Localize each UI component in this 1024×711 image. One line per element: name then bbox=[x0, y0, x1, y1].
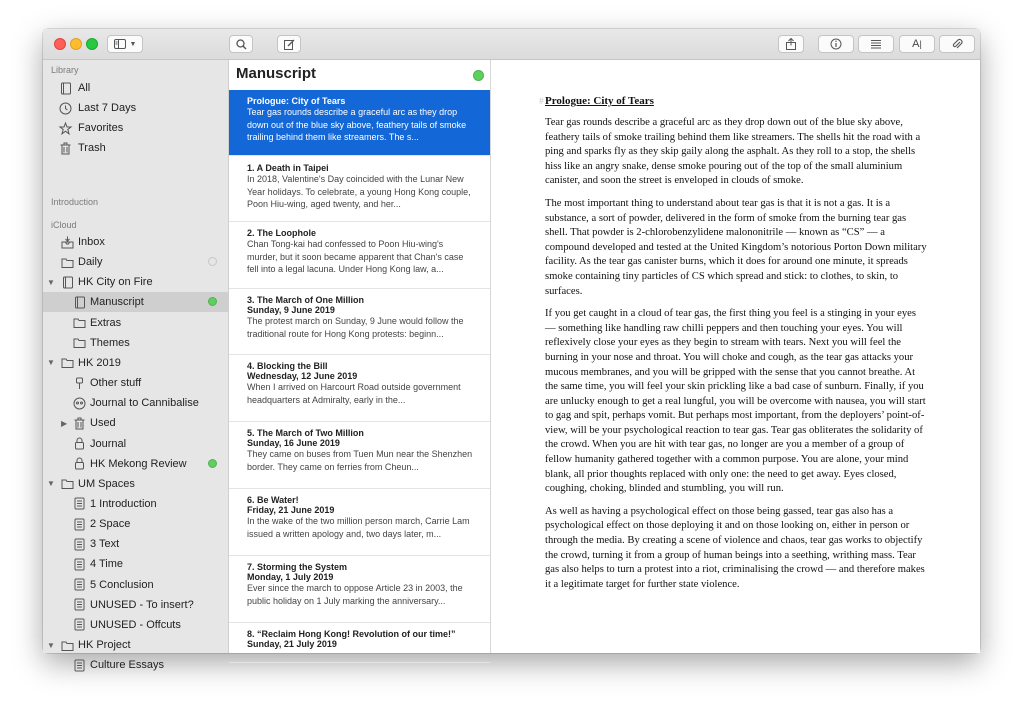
toolbar bbox=[43, 29, 980, 60]
note-date: Friday, 21 June 2019 bbox=[247, 505, 335, 515]
star-icon bbox=[57, 120, 73, 136]
sidebar-toggle-button[interactable] bbox=[107, 35, 143, 53]
sidebar-item-hk-2019[interactable] bbox=[43, 353, 228, 373]
pin-icon bbox=[71, 375, 87, 391]
note-title: 4. Blocking the Bill bbox=[247, 361, 328, 371]
sidebar-item-label: Used bbox=[90, 417, 116, 430]
note-list-item[interactable] bbox=[229, 355, 490, 422]
sidebar-item-label: 4 Time bbox=[90, 558, 124, 571]
notebook-icon bbox=[59, 274, 75, 290]
attach-button[interactable] bbox=[939, 35, 975, 53]
sidebar-item-culture-essays[interactable] bbox=[43, 655, 228, 675]
note-list-item[interactable] bbox=[229, 556, 490, 623]
folder-icon bbox=[59, 476, 75, 492]
sidebar-item-label: 1 Introduction bbox=[90, 497, 157, 510]
paragraph[interactable]: As well as having a psychological effect on those being gassed, tear gas also has a psychological effect on those deploying it and on those looking on, either in person or through the media. By creating a scene of violence and chaos, tear gas works to objectify the crowd, turning it from a group of human beings into a seething, writhing mass. Tear gas also helps to turn a protest into a riot, criminalising the crowd — and therefore makes it a legitimate target for further state violence. bbox=[545, 505, 925, 590]
disclosure-expanded-icon[interactable]: ▼ bbox=[47, 277, 55, 287]
sidebar-item-label: HK 2019 bbox=[78, 356, 121, 369]
note-preview: Chan Tong-kai had confessed to Poon Hiu-wing's murder, but it soon became apparent that Chan's case fell into a legal lacuna. Under Hong Kong law, a... bbox=[247, 239, 464, 274]
compose-icon bbox=[284, 39, 295, 50]
note-title: 2. The Loophole bbox=[247, 228, 316, 238]
status-dot bbox=[208, 297, 217, 306]
sidebar-item-label: Extras bbox=[90, 316, 122, 329]
note-date: Sunday, 21 July 2019 bbox=[247, 639, 337, 649]
sidebar-item-3-text[interactable] bbox=[43, 534, 228, 554]
note-title: 7. Storming the System bbox=[247, 562, 348, 572]
sidebar-item-label: UM Spaces bbox=[78, 477, 135, 490]
sidebar-item-label: HK City on Fire bbox=[78, 276, 153, 289]
sidebar-item-label: Themes bbox=[90, 336, 130, 349]
sidebar-item-inbox[interactable] bbox=[43, 232, 228, 252]
note-title: 8. “Reclaim Hong Kong! Revolution of our time!” bbox=[247, 629, 456, 639]
trash-icon bbox=[71, 415, 87, 431]
sidebar-item-other-stuff[interactable] bbox=[43, 373, 228, 393]
lock-icon bbox=[71, 456, 87, 472]
document-icon bbox=[71, 577, 87, 593]
sidebar-item-label: Journal bbox=[90, 437, 127, 450]
document-icon bbox=[71, 556, 87, 572]
document-body[interactable] bbox=[545, 116, 929, 600]
sidebar-item-4-time[interactable] bbox=[43, 554, 228, 574]
note-list-item[interactable] bbox=[229, 157, 490, 222]
note-list-item[interactable] bbox=[229, 489, 490, 556]
sidebar-item-trash[interactable] bbox=[43, 138, 228, 158]
sidebar-item-label: Trash bbox=[78, 142, 106, 154]
sidebar-item-label: Last 7 Days bbox=[78, 102, 137, 114]
info-icon bbox=[830, 38, 842, 50]
sidebar-item-label: All bbox=[78, 82, 91, 94]
sidebar-item-hk-project[interactable] bbox=[43, 635, 228, 655]
info-button[interactable] bbox=[818, 35, 854, 53]
status-dot bbox=[208, 257, 217, 266]
sidebar-item-daily[interactable] bbox=[43, 252, 228, 272]
clock-icon bbox=[57, 100, 73, 116]
paperclip-icon bbox=[951, 38, 963, 50]
paragraph[interactable]: If you get caught in a cloud of tear gas, the first thing you feel is a stinging in your eyes — something like handling raw chilli peppers and then touching your eyes. You will reflexively close your eyes as they begin to stream with tears. Next you will feel the burning in your nose and throat. You will choke and cough, as the tear gas attacks your mucous membranes, and you will be gripped with the sense that you cannot breathe. At the same time, you will feel your skin prickling like a bad case of sunburn. Finally, if you are unlucky enough to get a real lungful, you will be overcome with nausea, you will start to gag and spit, perhaps vomit. But perhaps most important, from the deployers’ point-of-view, will be your psychological reaction to tear gas. Tear gas obliterates the solidarity of the crowd. When you are hit with tear gas, no longer are you a member of a group of fellow humanity gathered together with a common purpose. You are alone, your mind blank, all prior thoughts replaced with only one: the need to get away. Eyes closed, coughing, choking, blinded and stumbling, you will run. bbox=[545, 308, 926, 495]
sidebar-item-1-introduction[interactable] bbox=[43, 494, 228, 514]
notebook-icon bbox=[57, 80, 73, 96]
note-preview: In the wake of the two million person march, Carrie Lam issued a written apology and, two days later, m... bbox=[247, 516, 470, 539]
note-title: Prologue: City of Tears bbox=[247, 96, 346, 106]
list-icon bbox=[870, 39, 882, 49]
note-preview: Tear gas rounds describe a graceful arc as they drop down out of the blue sky above, feathery tails of smoke trailing behind them like streamers. The s... bbox=[247, 107, 467, 142]
sidebar-item-favorites[interactable] bbox=[43, 118, 228, 138]
note-title: 3. The March of One Million bbox=[247, 295, 365, 305]
folder-icon bbox=[59, 254, 75, 270]
sidebar-item-um-spaces[interactable] bbox=[43, 474, 228, 494]
disclosure-collapsed-icon[interactable]: ▶ bbox=[61, 418, 68, 428]
paragraph[interactable]: The most important thing to understand about tear gas is that it is not a gas. It is a substance, a sort of powder, delivered in the form of smoke from the burning tear gas shell. That powder is 2-chlorobenzylidene malononitrile — known as “CS” — a compound developed and tested at the United Kingdom’s notorious Porton Down military facility. As the tear gas canister burns, which it does for around one minute, it spreads smoke containing tiny particles of CS which spread and stick: to clothes, to skin, to surfaces. bbox=[545, 197, 927, 297]
note-date: Wednesday, 12 June 2019 bbox=[247, 371, 358, 381]
disclosure-expanded-icon[interactable]: ▼ bbox=[47, 479, 55, 489]
note-preview: The protest march on Sunday, 9 June would follow the traditional route for Hong Kong protests: beginn... bbox=[247, 316, 464, 339]
status-dot bbox=[208, 459, 217, 468]
document-icon bbox=[71, 617, 87, 633]
close-window-button[interactable] bbox=[54, 38, 66, 50]
note-preview: Ever since the march to oppose Article 23 in 2003, the public holiday on 1 July marking the anniversary... bbox=[247, 583, 463, 606]
sidebar-item-label: Culture Essays bbox=[90, 659, 164, 672]
note-list bbox=[229, 60, 491, 653]
list-title: Manuscript bbox=[236, 65, 317, 82]
document-icon bbox=[71, 516, 87, 532]
sidebar-item-label: 3 Text bbox=[90, 538, 120, 551]
journal-icon bbox=[71, 395, 87, 411]
sidebar-item-all[interactable] bbox=[43, 78, 228, 98]
library-header: Library bbox=[51, 65, 79, 75]
new-note-button[interactable] bbox=[277, 35, 301, 53]
sidebar-item-5-conclusion[interactable] bbox=[43, 575, 228, 595]
introduction-header[interactable]: Introduction bbox=[51, 197, 99, 207]
sidebar-item-label: 2 Space bbox=[90, 518, 131, 531]
sidebar-item-label: HK Mekong Review bbox=[90, 457, 187, 470]
sidebar-item-label: UNUSED - To insert? bbox=[90, 598, 194, 611]
folder-icon bbox=[71, 335, 87, 351]
note-list-item[interactable] bbox=[229, 623, 490, 663]
chevron-down-icon: ▼ bbox=[129, 40, 137, 48]
folder-icon bbox=[59, 637, 75, 653]
document-icon bbox=[71, 597, 87, 613]
sidebar-item-label: HK Project bbox=[78, 639, 131, 651]
sidebar-item-last-7-days[interactable] bbox=[43, 98, 228, 118]
folder-icon bbox=[71, 315, 87, 331]
sidebar-item-label: Inbox bbox=[78, 236, 105, 248]
sidebar-item-label: Favorites bbox=[78, 122, 124, 134]
search-button[interactable] bbox=[229, 35, 253, 53]
sidebar-item-label: Other stuff bbox=[90, 377, 142, 390]
sidebar-item-hk-city-on-fire[interactable] bbox=[43, 272, 228, 292]
sidebar-item-label: UNUSED - Offcuts bbox=[90, 618, 181, 631]
note-preview: They came on buses from Tuen Mun near the Shenzhen border. They came on ferries from Cheun... bbox=[247, 449, 473, 472]
document-heading[interactable]: # Prologue: City of Tears bbox=[545, 95, 654, 107]
note-list-item[interactable] bbox=[229, 222, 490, 289]
sidebar-item-label: 5 Conclusion bbox=[90, 578, 154, 591]
zoom-window-button[interactable] bbox=[86, 38, 98, 50]
search-icon bbox=[236, 39, 247, 50]
sidebar-item-journal[interactable] bbox=[43, 434, 228, 454]
text-format-icon: A| bbox=[912, 38, 922, 50]
lock-icon bbox=[71, 436, 87, 452]
note-preview: When I arrived on Harcourt Road outside government headquarters at Admiralty, early in the... bbox=[247, 382, 461, 405]
sync-status-dot bbox=[473, 70, 484, 81]
paragraph[interactable]: Tear gas rounds describe a graceful arc as they drop down out of the blue sky above, feathery tails of smoke trailing behind them like streamers. The shells hit the road with a ping and sparks fly as they skip gaily along the asphalt. As they roll to a stop, the shells hiss like an angry snake, dense smoke pouring out of the top of the small aluminium canister, and soon the street is enveloped in clouds of smoke. bbox=[545, 117, 921, 187]
note-list-item[interactable] bbox=[229, 289, 490, 355]
sidebar-item-themes[interactable] bbox=[43, 333, 228, 353]
folder-icon bbox=[59, 355, 75, 371]
sidebar-item-2-space[interactable] bbox=[43, 514, 228, 534]
sidebar-icon bbox=[114, 39, 126, 49]
sidebar-item-manuscript[interactable] bbox=[43, 292, 228, 312]
note-date: Monday, 1 July 2019 bbox=[247, 572, 334, 582]
sidebar-item-unused-to-insert[interactable] bbox=[43, 595, 228, 615]
document-icon bbox=[71, 657, 87, 673]
format-button[interactable] bbox=[899, 35, 935, 53]
inbox-icon bbox=[59, 234, 75, 250]
sidebar-item-hk-mekong-review[interactable] bbox=[43, 454, 228, 474]
disclosure-expanded-icon[interactable]: ▼ bbox=[47, 358, 55, 368]
note-title: 6. Be Water! bbox=[247, 495, 299, 505]
sidebar-item-label: Journal to Cannibalise bbox=[90, 397, 199, 410]
editor[interactable] bbox=[491, 60, 980, 653]
note-preview: In 2018, Valentine's Day coincided with the Lunar New Year holidays. To celebrate, a young Hong Kong couple, Poon Hiu-wing, aged twenty, and her... bbox=[247, 174, 471, 209]
sidebar-item-unused-offcuts[interactable] bbox=[43, 615, 228, 635]
sidebar-item-label: Daily bbox=[78, 256, 103, 269]
trash-icon bbox=[57, 140, 73, 156]
minimize-window-button[interactable] bbox=[70, 38, 82, 50]
sidebar-item-used[interactable] bbox=[43, 413, 228, 433]
note-title: 5. The March of Two Million bbox=[247, 428, 364, 438]
sidebar-item-label: Manuscript bbox=[90, 296, 144, 309]
note-date: Sunday, 16 June 2019 bbox=[247, 438, 340, 448]
outline-button[interactable] bbox=[858, 35, 894, 53]
note-list-item[interactable] bbox=[229, 90, 490, 156]
document-icon bbox=[71, 496, 87, 512]
icloud-header: iCloud bbox=[51, 220, 77, 230]
document-icon bbox=[71, 536, 87, 552]
note-date: Sunday, 9 June 2019 bbox=[247, 305, 335, 315]
notebook-icon bbox=[71, 294, 87, 310]
disclosure-expanded-icon[interactable]: ▼ bbox=[47, 640, 55, 650]
sidebar-item-extras[interactable] bbox=[43, 313, 228, 333]
app-window bbox=[43, 29, 980, 672]
sidebar-item-journal-to-cannibalise[interactable] bbox=[43, 393, 228, 413]
note-list-item[interactable] bbox=[229, 422, 490, 489]
share-icon bbox=[786, 38, 796, 50]
share-button[interactable] bbox=[778, 35, 804, 53]
sidebar bbox=[43, 60, 229, 672]
note-title: 1. A Death in Taipei bbox=[247, 163, 329, 173]
